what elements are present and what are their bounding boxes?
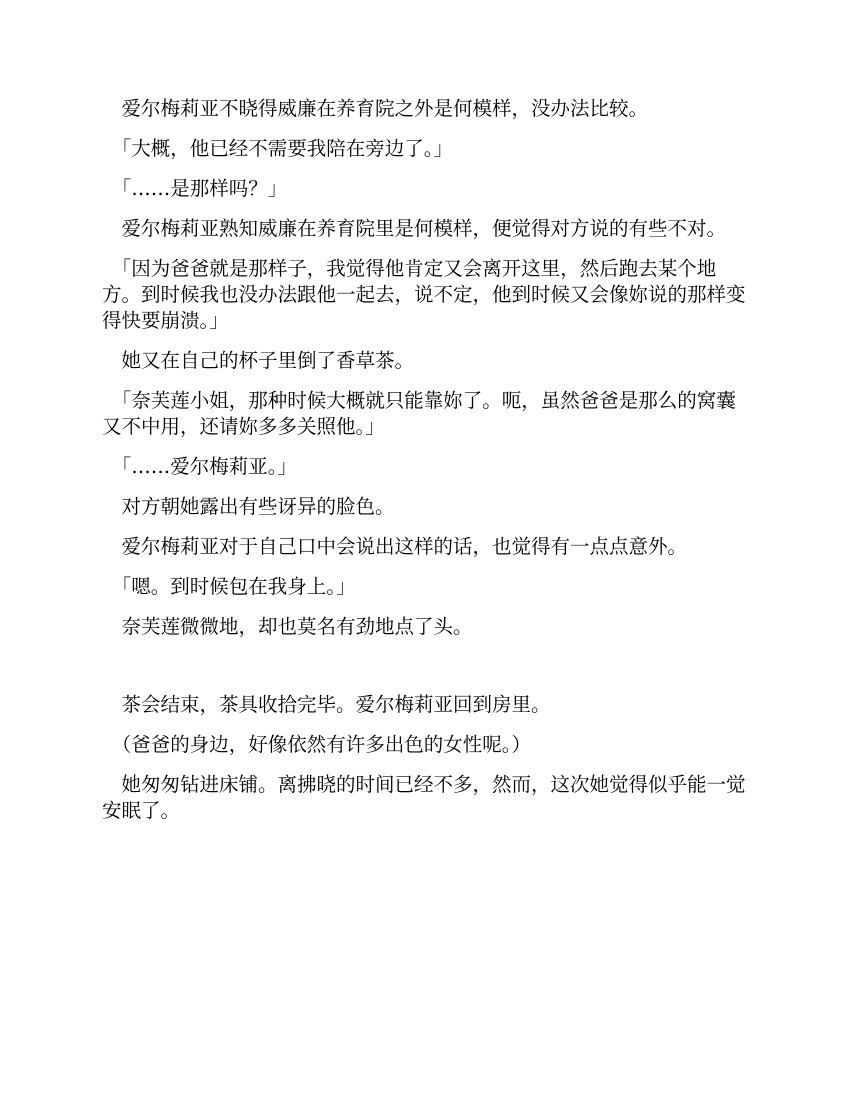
paragraph: 「……是那样吗？」 <box>102 177 288 200</box>
paragraph: 爱尔梅莉亚熟知威廉在养育院里是何模样，便觉得对方说的有些不对。 <box>102 217 727 240</box>
paragraph: 爱尔梅莉亚不晓得威廉在养育院之外是何模样，没办法比较。 <box>102 97 649 120</box>
section-break <box>102 654 752 692</box>
paragraph: 「奈芙莲小姐，那种时候大概就只能靠妳了。呃，虽然爸爸是那么的窝囊又不中用，还请妳多多关照他。」 <box>102 389 736 438</box>
paragraph: 「大概，他已经不需要我陪在旁边了。」 <box>102 137 454 160</box>
paragraph: 奈芙莲微微地，却也莫名有劲地点了头。 <box>102 615 473 638</box>
paragraph: （爸爸的身边，好像依然有许多出色的女性呢。） <box>102 733 532 756</box>
paragraph: 她又在自己的杯子里倒了香草茶。 <box>102 349 415 372</box>
paragraph: 「因为爸爸就是那样子，我觉得他肯定又会离开这里，然后跑去某个地方。到时候我也没办法跟他一起去，说不定，他到时候又会像妳说的那样变得快要崩溃。」 <box>102 257 746 332</box>
paragraph: 对方朝她露出有些讶异的脸色。 <box>102 495 395 518</box>
paragraph: 「……爱尔梅莉亚。」 <box>102 455 298 478</box>
paragraph: 「嗯。到时候包在我身上。」 <box>102 575 356 598</box>
paragraph: 爱尔梅莉亚对于自己口中会说出这样的话，也觉得有一点点意外。 <box>102 535 688 558</box>
paragraph: 茶会结束，茶具收拾完毕。爱尔梅莉亚回到房里。 <box>102 693 551 716</box>
body-text <box>102 96 752 838</box>
paragraph: 她匆匆钻进床铺。离拂晓的时间已经不多，然而，这次她觉得似乎能一觉安眠了。 <box>102 773 746 822</box>
